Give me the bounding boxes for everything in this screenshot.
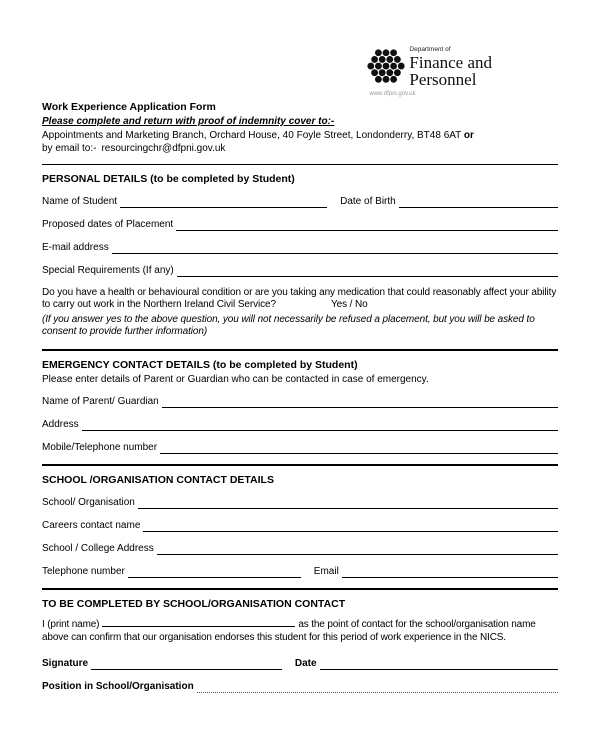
emergency-contact-intro: Please enter details of Parent or Guardian who can be contacted in case of emergency. xyxy=(42,373,429,385)
special-requirements-line[interactable] xyxy=(177,266,558,277)
email-address-line[interactable] xyxy=(112,243,558,254)
placement-dates-row xyxy=(42,219,558,231)
logo-personnel: Personnel xyxy=(409,70,477,90)
school-phone-label: Telephone number xyxy=(42,565,125,577)
special-requirements-label: Special Requirements (If any) xyxy=(42,264,174,276)
school-address-line[interactable] xyxy=(157,544,558,555)
section-divider xyxy=(42,464,558,466)
section-divider xyxy=(42,349,558,351)
school-address-label: School / College Address xyxy=(42,542,154,554)
placement-dates-label: Proposed dates of Placement xyxy=(42,218,174,230)
email-prefix: by email to:- xyxy=(42,142,97,154)
date-of-birth-label: Date of Birth xyxy=(340,195,396,207)
print-name-paragraph xyxy=(42,618,558,644)
emergency-phone-line[interactable] xyxy=(160,443,558,454)
school-organisation-line[interactable] xyxy=(138,498,558,509)
contact-email: resourcingchr@dfpni.gov.uk xyxy=(101,142,226,154)
return-address-line xyxy=(42,130,558,141)
return-address: Appointments and Marketing Branch, Orchard House, 40 Foyle Street, Londonderry, BT48 6AT xyxy=(42,129,462,141)
emergency-address-label: Address xyxy=(42,418,79,430)
form-title: Work Experience Application Form xyxy=(42,100,216,113)
date-label: Date xyxy=(294,657,317,669)
school-contact-heading: SCHOOL /ORGANISATION CONTACT DETAILS xyxy=(42,473,274,486)
email-address-label: E-mail address xyxy=(42,241,109,253)
logo-text xyxy=(409,46,492,89)
placement-dates-line[interactable] xyxy=(176,220,558,231)
name-of-student-line[interactable] xyxy=(120,197,327,208)
honeycomb-logo-icon xyxy=(367,47,405,87)
name-dob-row xyxy=(42,196,558,208)
special-requirements-row xyxy=(42,265,558,277)
dfp-logo xyxy=(367,46,492,97)
school-phone-line[interactable] xyxy=(128,567,301,578)
position-line[interactable] xyxy=(197,682,558,693)
logo-department-of: Department of xyxy=(409,46,451,53)
signature-label: Signature xyxy=(42,657,89,669)
school-email-label: Email xyxy=(313,565,339,577)
yes-no-choice[interactable]: Yes / No xyxy=(330,299,368,311)
logo-website: www.dfpni.gov.uk xyxy=(369,90,416,97)
section-divider xyxy=(42,164,558,165)
dfp-logo-row xyxy=(367,46,492,89)
school-address-row xyxy=(42,543,558,555)
document-content xyxy=(0,46,600,693)
school-email-line[interactable] xyxy=(342,567,558,578)
name-of-student-label: Name of Student xyxy=(42,195,118,207)
school-organisation-row xyxy=(42,497,558,509)
return-instruction: Please complete and return with proof of indemnity cover to:- xyxy=(42,115,335,127)
print-name-line[interactable] xyxy=(102,618,295,627)
position-label: Position in School/Organisation xyxy=(42,680,194,692)
parent-guardian-line[interactable] xyxy=(162,397,558,408)
print-name-label: I (print name) xyxy=(42,618,100,630)
email-instruction-line xyxy=(42,143,558,154)
emergency-phone-label: Mobile/Telephone number xyxy=(42,441,158,453)
school-completion-heading: TO BE COMPLETED BY SCHOOL/ORGANISATION CONTACT xyxy=(42,597,346,610)
signature-date-row xyxy=(42,658,558,670)
emergency-phone-row xyxy=(42,442,558,454)
address-or: or xyxy=(463,129,474,141)
school-organisation-label: School/ Organisation xyxy=(42,496,135,508)
parent-guardian-label: Name of Parent/ Guardian xyxy=(42,395,159,407)
parent-guardian-row xyxy=(42,396,558,408)
emergency-contact-heading: EMERGENCY CONTACT DETAILS (to be completed by Student) xyxy=(42,358,358,371)
personal-details-heading: PERSONAL DETAILS (to be completed by Student) xyxy=(42,172,295,185)
email-address-row xyxy=(42,242,558,254)
logo-finance-and: Finance and xyxy=(409,53,492,72)
phone-email-row xyxy=(42,566,558,578)
date-line[interactable] xyxy=(320,659,558,670)
careers-contact-row xyxy=(42,520,558,532)
health-question xyxy=(42,287,558,312)
careers-contact-line[interactable] xyxy=(143,521,558,532)
confirmation-text: as the point of contact for the school/organisation name above can confirm that our organisation endorses this student for this period of work experience in the NICS. xyxy=(42,618,536,643)
signature-line[interactable] xyxy=(91,659,282,670)
position-row xyxy=(42,681,558,693)
health-disclosure-note: (If you answer yes to the above question, you will not necessarily be refused a placement, but you will be asked to consent to provide further information) xyxy=(42,313,535,338)
emergency-address-line[interactable] xyxy=(82,420,558,431)
health-question-text: Do you have a health or behavioural condition or are you taking any medication that could reasonably affect your ability to carry out work in the Northern Ireland Civil Service? xyxy=(42,286,557,311)
section-divider xyxy=(42,588,558,590)
careers-contact-label: Careers contact name xyxy=(42,519,141,531)
emergency-address-row xyxy=(42,419,558,431)
date-of-birth-line[interactable] xyxy=(399,197,558,208)
